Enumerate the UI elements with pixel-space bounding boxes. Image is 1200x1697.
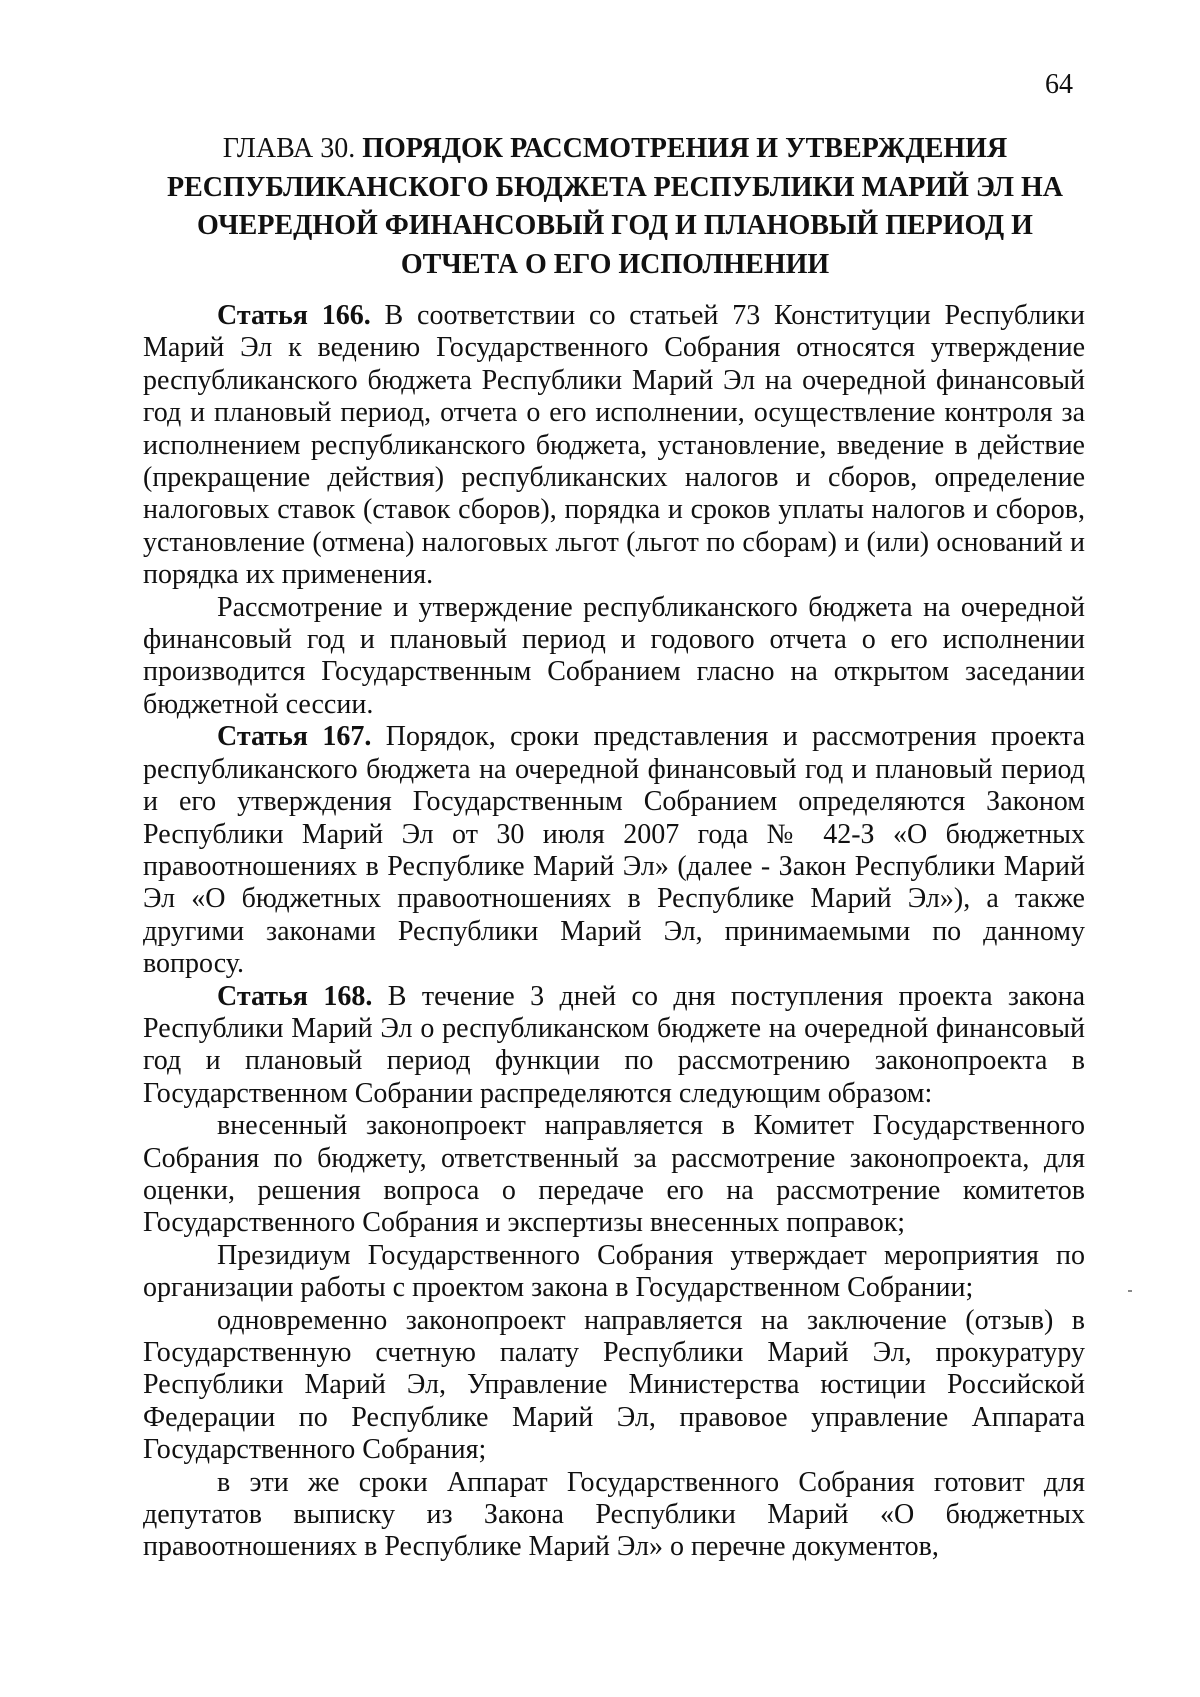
article-168-item: внесенный законопроект направляется в Комитет Государственного Собрания по бюджету, ответственный за рассмотрение законопроекта, для оценки, решения вопроса о передаче его на рассмотрение комитетов Государственного Собрания и экспертизы внесенных поправок;	[143, 1110, 1085, 1239]
scan-mark	[1128, 1290, 1132, 1292]
article-168-label: Статья 168.	[217, 980, 373, 1012]
article-166-label: Статья 166.	[217, 300, 371, 331]
article-168-paragraph	[143, 981, 1085, 1111]
chapter-prefix: ГЛАВА 30.	[222, 133, 356, 164]
article-166-text: В соответствии со статьей 73 Конституции Республики Марий Эл к ведению Государственного Собрания относятся утверждение республиканского бюджета Республики Марий Эл на очередной финансовый год и плановый период, отчета о его исполнении, осуществление контроля за исполнением республиканского бюджета, установление, введение в действие (прекращение действия) республиканских налогов и сборов, определение налоговых ставок (ставок сборов), порядка и сроков уплаты налогов и сборов, установление (отмена) налоговых льгот (льгот по сборам) и (или) оснований и порядка их применения.	[143, 300, 1086, 591]
article-167-label: Статья 167.	[217, 721, 372, 753]
page-number: 64	[1045, 69, 1073, 100]
article-166-paragraph-2: Рассмотрение и утверждение республиканского бюджета на очередной финансовый год и плановый период и годового отчета о его исполнении производится Государственным Собранием гласно на открытом заседании бюджетной сессии.	[143, 591, 1085, 720]
document-body	[143, 300, 1085, 1564]
article-168-item: в эти же сроки Аппарат Государственного Собрания готовит для депутатов выписку из Закона Республики Марий «О бюджетных правоотношениях в Республике Марий Эл» о перечне документов,	[143, 1466, 1085, 1563]
article-167-text: Порядок, сроки представления и рассмотрения проекта республиканского бюджета на очередной финансовый год и плановый период и его утверждения Государственным Собранием определяются Законом Республики Марий Эл от 30 июля 2007 года № 42-З «О бюджетных правоотношениях в Республике Марий Эл» (далее - Закон Республики Марий Эл «О бюджетных правоотношениях в Республике Марий Эл»), а также другими законами Республики Марий Эл, принимаемыми по данному вопросу.	[143, 721, 1085, 980]
chapter-title	[145, 130, 1085, 284]
article-166-paragraph	[143, 300, 1085, 592]
article-168-text: В течение 3 дней со дня поступления проекта закона Республики Марий Эл о республиканском бюджете на очередной финансовый год и плановый период функции по рассмотрению законопроекта в Государственном Собрании распределяются следующим образом:	[143, 980, 1086, 1109]
article-167-paragraph	[143, 721, 1085, 980]
article-168-item: Президиум Государственного Собрания утверждает мероприятия по организации работы с проектом закона в Государственном Собрании;	[143, 1239, 1085, 1304]
chapter-title-text: ПОРЯДОК РАССМОТРЕНИЯ И УТВЕРЖДЕНИЯ РЕСПУБЛИКАНСКОГО БЮДЖЕТА РЕСПУБЛИКИ МАРИЙ ЭЛ НА ОЧЕРЕДНОЙ ФИНАНСОВЫЙ ГОД И ПЛАНОВЫЙ ПЕРИОД И ОТЧЕТА О ЕГО ИСПОЛНЕНИИ	[167, 133, 1063, 280]
article-168-item: одновременно законопроект направляется на заключение (отзыв) в Государственную счетную палату Республики Марий Эл, прокуратуру Республики Марий Эл, Управление Министерства юстиции Российской Федерации по Республике Марий Эл, правовое управление Аппарата Государственного Собрания;	[143, 1304, 1085, 1466]
